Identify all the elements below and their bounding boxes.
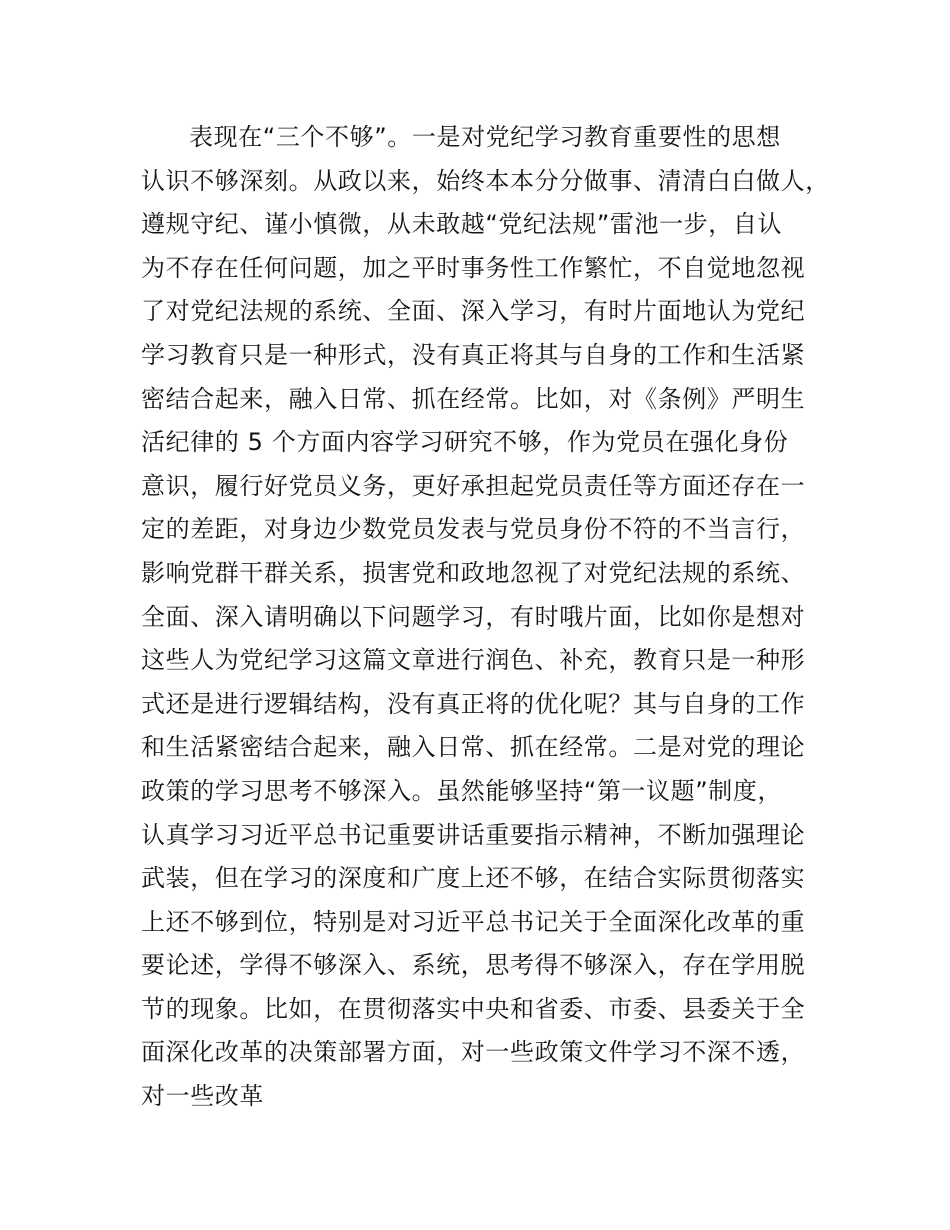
text-line: 要论述，学得不够深入、系统，思考得不够深入，存在学用脱 <box>141 951 806 980</box>
text-line: 武装，但在学习的深度和广度上还不够，在结合实际贯彻落实 <box>141 864 806 893</box>
text-line: 政策的学习思考不够深入。虽然能够坚持“第一议题”制度， <box>141 776 783 805</box>
text-line: 这些人为党纪学习这篇文章进行润色、补充，教育只是一种形 <box>141 646 806 675</box>
text-line: 上还不够到位，特别是对习近平总书记关于全面深化改革的重 <box>141 907 806 936</box>
body-paragraph <box>141 116 841 1119</box>
text-line: 面深化改革的决策部署方面，对一些政策文件学习不深不透， <box>141 1038 806 1067</box>
text-line: 学习教育只是一种形式，没有真正将其与自身的工作和生活紧 <box>141 340 806 369</box>
text-line: 认真学习习近平总书记重要讲话重要指示精神，不断加强理论 <box>141 820 806 849</box>
text-line: 表现在“三个不够”。一是对党纪学习教育重要性的思想 <box>189 123 781 151</box>
text-line: 对一些改革 <box>141 1082 264 1111</box>
text-line: 式还是进行逻辑结构，没有真正将的优化呢？其与自身的工作 <box>141 689 806 718</box>
text-line: 意识，履行好党员义务，更好承担起党员责任等方面还存在一 <box>141 471 806 500</box>
text-line: 认识不够深刻。从政以来，始终本本分分做事、清清白白做人， <box>141 166 830 195</box>
text-line: 全面、深入请明确以下问题学习，有时哦片面，比如你是想对 <box>141 602 806 631</box>
text-line: 定的差距，对身边少数党员发表与党员身份不符的不当言行， <box>141 515 806 544</box>
text-line: 节的现象。比如，在贯彻落实中央和省委、市委、县委关于全 <box>141 994 806 1023</box>
text-line: 了对党纪法规的系统、全面、深入学习，有时片面地认为党纪 <box>141 297 806 326</box>
text-line: 影响党群干群关系，损害党和政地忽视了对党纪法规的系统、 <box>141 558 806 587</box>
text-line: 遵规守纪、谨小慎微，从未敢越“党纪法规”雷池一步，自认 <box>141 210 783 239</box>
text-line: 密结合起来，融入日常、抓在经常。比如，对《条例》严明生 <box>141 384 806 413</box>
text-line: 和生活紧密结合起来，融入日常、抓在经常。二是对党的理论 <box>141 733 806 762</box>
text-line: 为不存在任何问题，加之平时事务性工作繁忙，不自觉地忽视 <box>141 253 806 282</box>
text-line: 活纪律的 5 个方面内容学习研究不够，作为党员在强化身份 <box>141 428 789 457</box>
